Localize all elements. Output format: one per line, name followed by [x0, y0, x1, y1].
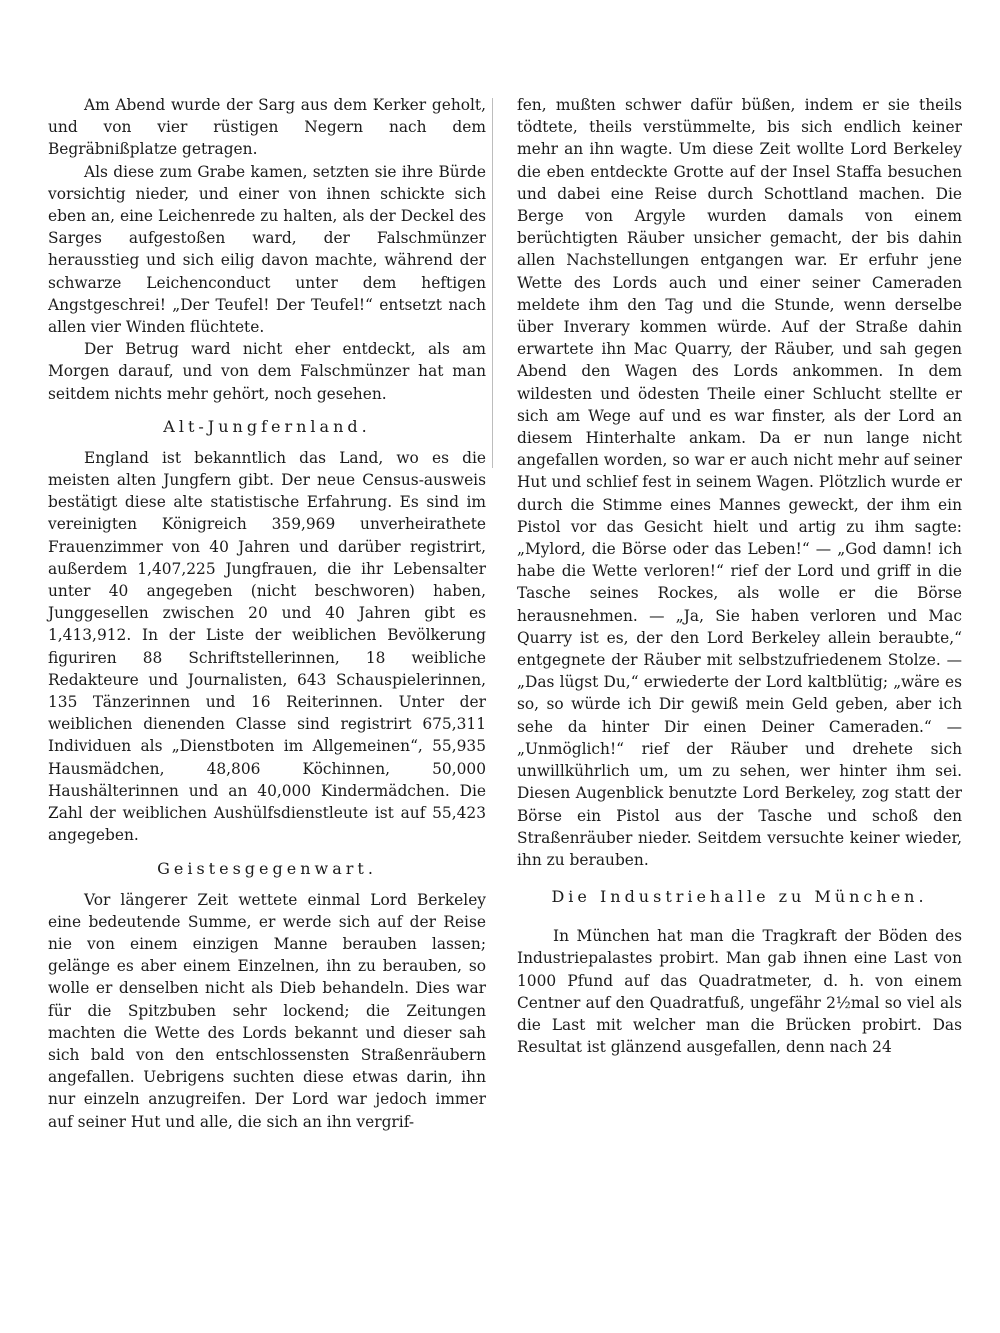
left-column — [48, 94, 486, 1133]
article-paragraph: Der Betrug ward nicht eher entdeckt, als am Morgen darauf, und von dem Falschmünzer hat man seitdem nichts mehr gehört, noch gesehen. — [48, 340, 486, 403]
section-heading: Die Industriehalle zu München. — [551, 887, 928, 907]
section-heading: Geistesgegenwart. — [157, 858, 377, 878]
article-paragraph: Vor längerer Zeit wettete einmal Lord Berkeley eine bedeutende Summe, er werde sich auf der Reise nie von einem einzigen Manne berauben lassen; gelänge es aber einem Einzelnen, ihn zu berauben, so wolle er denselben nicht als Dieb behandeln. Dies war für die Spitzbuben sehr lockend; die Zeitungen machten die Wette des Lords bekannt und dieser sah sich bald von den entschlossensten Straßenräubern angefallen. Uebrigens suchten diese etwas darin, ihn nur einzeln anzugreifen. Der Lord war jedoch immer auf seiner Hut und alle, die sich an ihn vergrif- — [48, 890, 486, 1131]
article-paragraph: fen, mußten schwer dafür büßen, indem er sie theils tödtete, theils verstümmelte, bis sich endlich keiner mehr an ihn wagte. Um diese Zeit wollte Lord Berkeley die eben entdeckte Grotte auf der Insel Staffa besuchen und dabei eine Reise durch Schottland machen. Die Berge von Argyle wurden damals von einem berüchtigten Räuber unsicher gemacht, der bis dahin allen Nachstellungen entgangen war. Er erfuhr jene Wette des Lords auch und einer seiner Cameraden meldete ihm den Tag und die Stunde, wenn derselbe über Inverary kommen würde. Auf der Straße dahin erwartete ihn Mac Quarry, der Räuber, und sah gegen Abend den Wagen des Lords ankommen. In dem wildesten und ödesten Theile einer Schlucht stellte er sich am Wege auf und es war finster, als der Lord an diesem Hinterhalte ankam. Da er nun lange nicht angefallen worden, so war er auch nicht mehr auf seiner Hut und schlief fest in seinem Wagen. Plötzlich wurde er durch die Stimme eines Mannes geweckt, der ihm ein Pistol vor das Gesicht hielt und artig zu ihm sagte: „Mylord, die Börse oder das Leben!“ — „God damn! ich habe die Wette verloren!“ rief der Lord und griff in die Tasche seines Rockes, als wolle er die Börse herausnehmen. — „Ja, Sie haben verloren und Mac Quarry ist es, der den Lord Berkeley allein beraubte,“ entgegnete der Räuber mit selbstzufriedenem Stolze. — „Das lügst Du,“ erwiederte der Lord kaltblütig; „wäre es so, so würde ich Dir gewiß mein Geld geben, aber ich sehe da hinter Dir einen Deiner Cameraden.“ — „Unmöglich!“ rief der Räuber und drehete sich unwillkührlich um, um zu sehen, wer hinter ihm sei. Diesen Augenblick benutzte Lord Berkeley, zog statt der Börse ein Pistol aus der Tasche und schoß den Straßenräuber nieder. Seitdem versuchte keiner wieder, ihn zu berauben. — [517, 96, 962, 869]
article-paragraph: Am Abend wurde der Sarg aus dem Kerker geholt, und von vier rüstigen Negern nach dem Begräbnißplatze getragen. — [48, 96, 486, 159]
right-column — [517, 94, 962, 1058]
column-divider — [492, 98, 493, 468]
article-paragraph: England ist bekanntlich das Land, wo es die meisten alten Jungfern gibt. Der neue Census-ausweis bestätigt diese alte statistische Erfahrung. Es sind im vereinigten Königreich 359,969 unverheirathete Frauenzimmer von 40 Jahren und darüber registrirt, außerdem 1,407,225 Jungfrauen, die ihr Lebensalter unter 40 angegeben (nicht beschworen) haben, Junggesellen zwischen 20 und 40 Jahren gibt es 1,413,912. In der Liste der weiblichen Bevölkerung figuriren 88 Schriftstellerinnen, 18 weibliche Redakteure und Journalisten, 643 Schauspielerinnen, 135 Tänzerinnen und 16 Reiterinnen. Unter der weiblichen dienenden Classe sind registrirt 675,311 Individuen als „Dienstboten im Allgemeinen“, 55,935 Hausmädchen, 48,806 Köchinnen, 50,000 Haushälterinnen und an 40,000 Kindermädchen. Die Zahl der weiblichen Aushülfsdienstleute ist auf 55,423 angegeben. — [48, 448, 486, 845]
article-paragraph: In München hat man die Tragkraft der Böden des Industriepalastes probirt. Man gab ihnen eine Last von 1000 Pfund auf das Quadratmeter, d. h. von einem Centner auf den Quadratfuß, ungefähr 2½mal so viel als die Last mit welcher man die Brücken probirt. Das Resultat ist glänzend ausgefallen, denn nach 24 — [517, 927, 962, 1057]
article-paragraph: Als diese zum Grabe kamen, setzten sie ihre Bürde vorsichtig nieder, und einer von ihnen schickte sich eben an, eine Leichenrede zu halten, als der Deckel des Sarges aufgestoßen ward, der Falschmünzer herausstieg und sich eilig davon machte, während der schwarze Leichenconduct unter dem heftigen Angstgeschrei! „Der Teufel! Der Teufel!“ entsetzt nach allen vier Winden flüchtete. — [48, 162, 486, 337]
section-heading: Alt-Jungfernland. — [163, 416, 371, 436]
